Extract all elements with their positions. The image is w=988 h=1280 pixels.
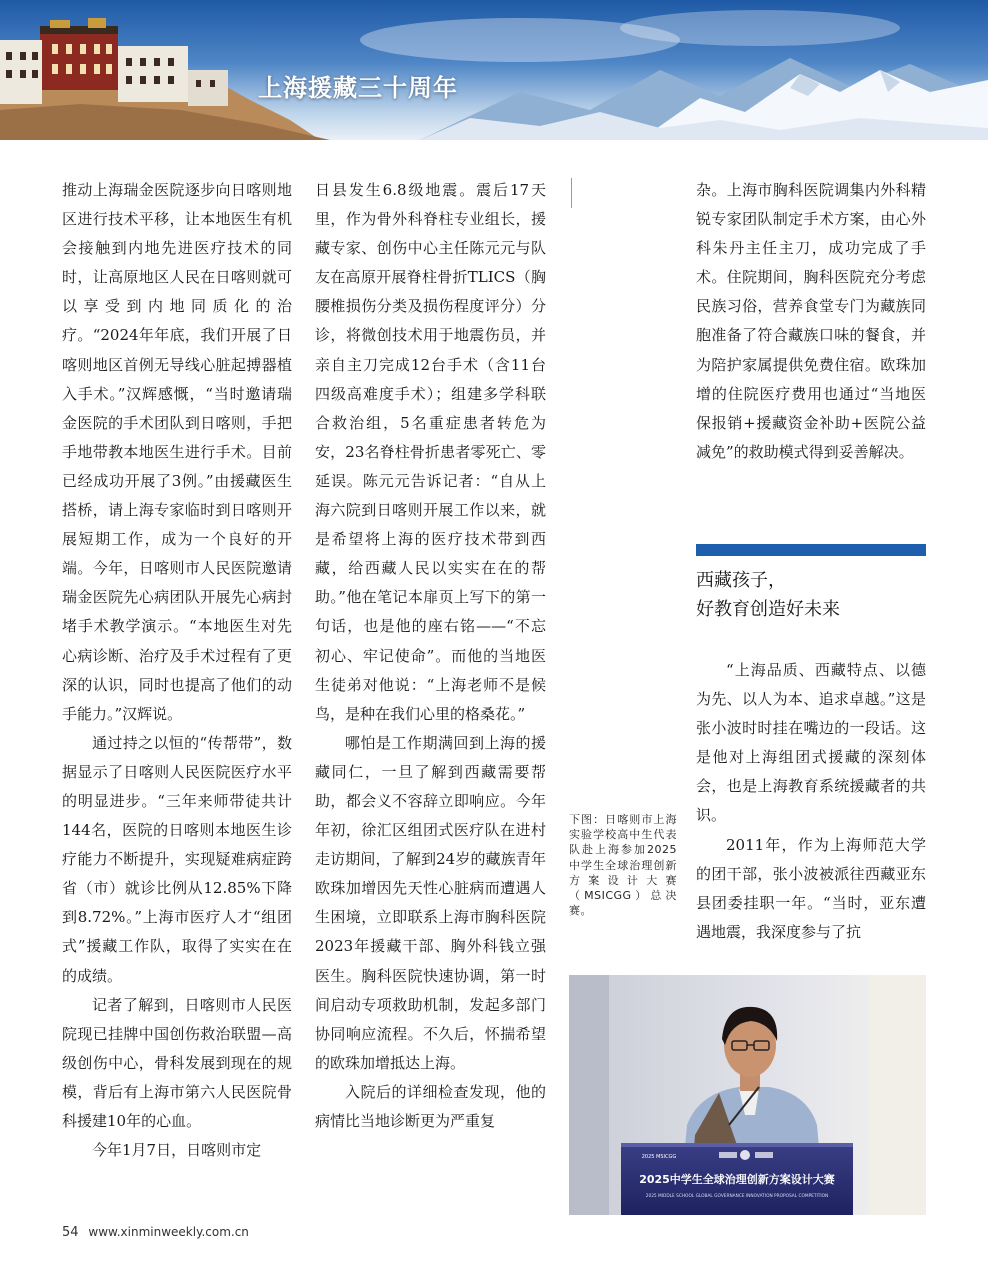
paragraph: 2011年，作为上海师范大学的团干部，张小波被派往西藏亚东县团委挂职一年。“当时，亚东遭遇地震，我深度参与了抗 <box>696 835 926 941</box>
paragraph: 通过持之以恒的“传帮带”，数据显示了日喀则人民医院医疗水平的明显进步。“三年来师带徒共计144名，医院的日喀则本地医生诊疗能力不断提升，实现疑难病症跨省（市）就诊比例从12.85%下降到8.72%。”上海市医疗人才“组团式”援藏工作队，取得了实实在在的成绩。 <box>62 733 292 985</box>
article-column-3 <box>696 176 926 467</box>
paragraph: “上海品质、西藏特点、以德为先、以人为本、追求卓越。”这是张小波时时挂在嘴边的一段话。这是他对上海组团式援藏的深刻体会，也是上海教育系统援藏者的共识。 <box>696 661 926 825</box>
article-column-1 <box>62 176 292 1165</box>
paragraph: 推动上海瑞金医院逐步向日喀则地区进行技术平移，让本地医生有机会接触到内地先进医疗技术的同时，让高原地区人民在日喀则就可以享受到内地同质化的治疗。“2024年年底，我们开展了日喀则地区首例无导线心脏起搏器植入手术。”汉辉感慨，“当时邀请瑞金医院的手术团队到日喀则，手把手地带教本地医生进行手术。目前已经成功开展了3例。”由援藏医生搭桥，请上海专家临时到日喀则开展短期工作，成为一个良好的开端。今年，日喀则市人民医院邀请瑞金医院先心病团队开展先心病封堵手术教学演示。“本地医生对先心病诊断、治疗及手术过程有了更深的认识，同时也提高了他们的动手能力。”汉辉说。 <box>62 181 292 723</box>
paragraph: 日县发生6.8级地震。震后17天里，作为骨外科脊柱专业组长，援藏专家、创伤中心主任陈元元与队友在高原开展脊柱骨折TLICS（胸腰椎损伤分类及损伤程度评分）分诊，将微创技术用于地震伤员，并亲自主刀完成12台手术（含11台四级高难度手术）；组建多学科联合救治组，5名重症患者转危为安，23名脊柱骨折患者零死亡、零延误。陈元元告诉记者：“自从上海六院到日喀则开展工作以来，就是希望将上海的医疗技术带到西藏，给西藏人民以实实在在的帮助。”他在笔记本扉页上写下的第一句话，也是他的座右铭——“不忘初心、牢记使命”。而他的当地医生徒弟对他说：“上海老师不是候鸟，是种在我们心里的格桑花。” <box>315 181 546 723</box>
banner-illustration <box>0 0 988 140</box>
section-divider-bar <box>696 544 926 556</box>
paragraph: 记者了解到，日喀则市人民医院现已挂牌中国创伤救治联盟—高级创伤中心，骨科发展到现在的规模，背后有上海市第六人民医院骨科援建10年的心血。 <box>62 995 292 1130</box>
header-banner <box>0 0 988 140</box>
page-footer <box>62 1225 249 1240</box>
podium-banner-subtitle: 2025 MIDDLE SCHOOL GLOBAL GOVERNANCE INNOVATION PROPOSAL COMPETITION <box>645 1194 829 1199</box>
podium-banner-title: 2025中学生全球治理创新方案设计大赛 <box>639 1173 835 1186</box>
podium-logo-text: 2025 MSICGG <box>641 1154 677 1160</box>
section-header-title: 上海援藏三十周年 <box>258 74 458 102</box>
section-heading <box>696 566 936 624</box>
footer-url: www.xinminweekly.com.cn <box>88 1225 249 1239</box>
article-column-2 <box>315 176 546 1136</box>
section-heading-line-1: 西藏孩子， <box>696 570 786 591</box>
photo-caption: 下图：日喀则市上海实验学校高中生代表队赴上海参加2025中学生全球治理创新方案设计大赛（MSICGG）总决赛。 <box>569 813 677 918</box>
column-separator <box>571 178 572 208</box>
photo-illustration <box>569 975 926 1215</box>
photo-student-speaking <box>569 975 926 1215</box>
paragraph: 杂。上海市胸科医院调集内外科精锐专家团队制定手术方案，由心外科朱丹主任主刀，成功完成了手术。住院期间，胸科医院充分考虑民族习俗，营养食堂专门为藏族同胞准备了符合藏族口味的餐食，并为陪护家属提供免费住宿。欧珠加增的住院医疗费用也通过“当地医保报销+援藏资金补助+医院公益减免”的救助模式得到妥善解决。 <box>696 181 926 461</box>
paragraph: 今年1月7日，日喀则市定 <box>92 1141 262 1160</box>
article-column-3-continued <box>696 656 926 947</box>
paragraph: 入院后的详细检查发现，他的病情比当地诊断更为严重复 <box>315 1082 546 1130</box>
section-heading-line-2: 好教育创造好未来 <box>696 599 840 620</box>
page-number: 54 <box>62 1225 79 1240</box>
paragraph: 哪怕是工作期满回到上海的援藏同仁，一旦了解到西藏需要帮助，都会义不容辞立即响应。今年年初，徐汇区组团式医疗队在进村走访期间，了解到24岁的藏族青年欧珠加增因先天性心脏病而遭遇人生困境，立即联系上海市胸科医院2023年援藏干部、胸外科钱立强医生。胸科医院快速协调，第一时间启动专项救助机制，发起多部门协同响应流程。不久后，怀揣希望的欧珠加增抵达上海。 <box>315 733 546 1072</box>
